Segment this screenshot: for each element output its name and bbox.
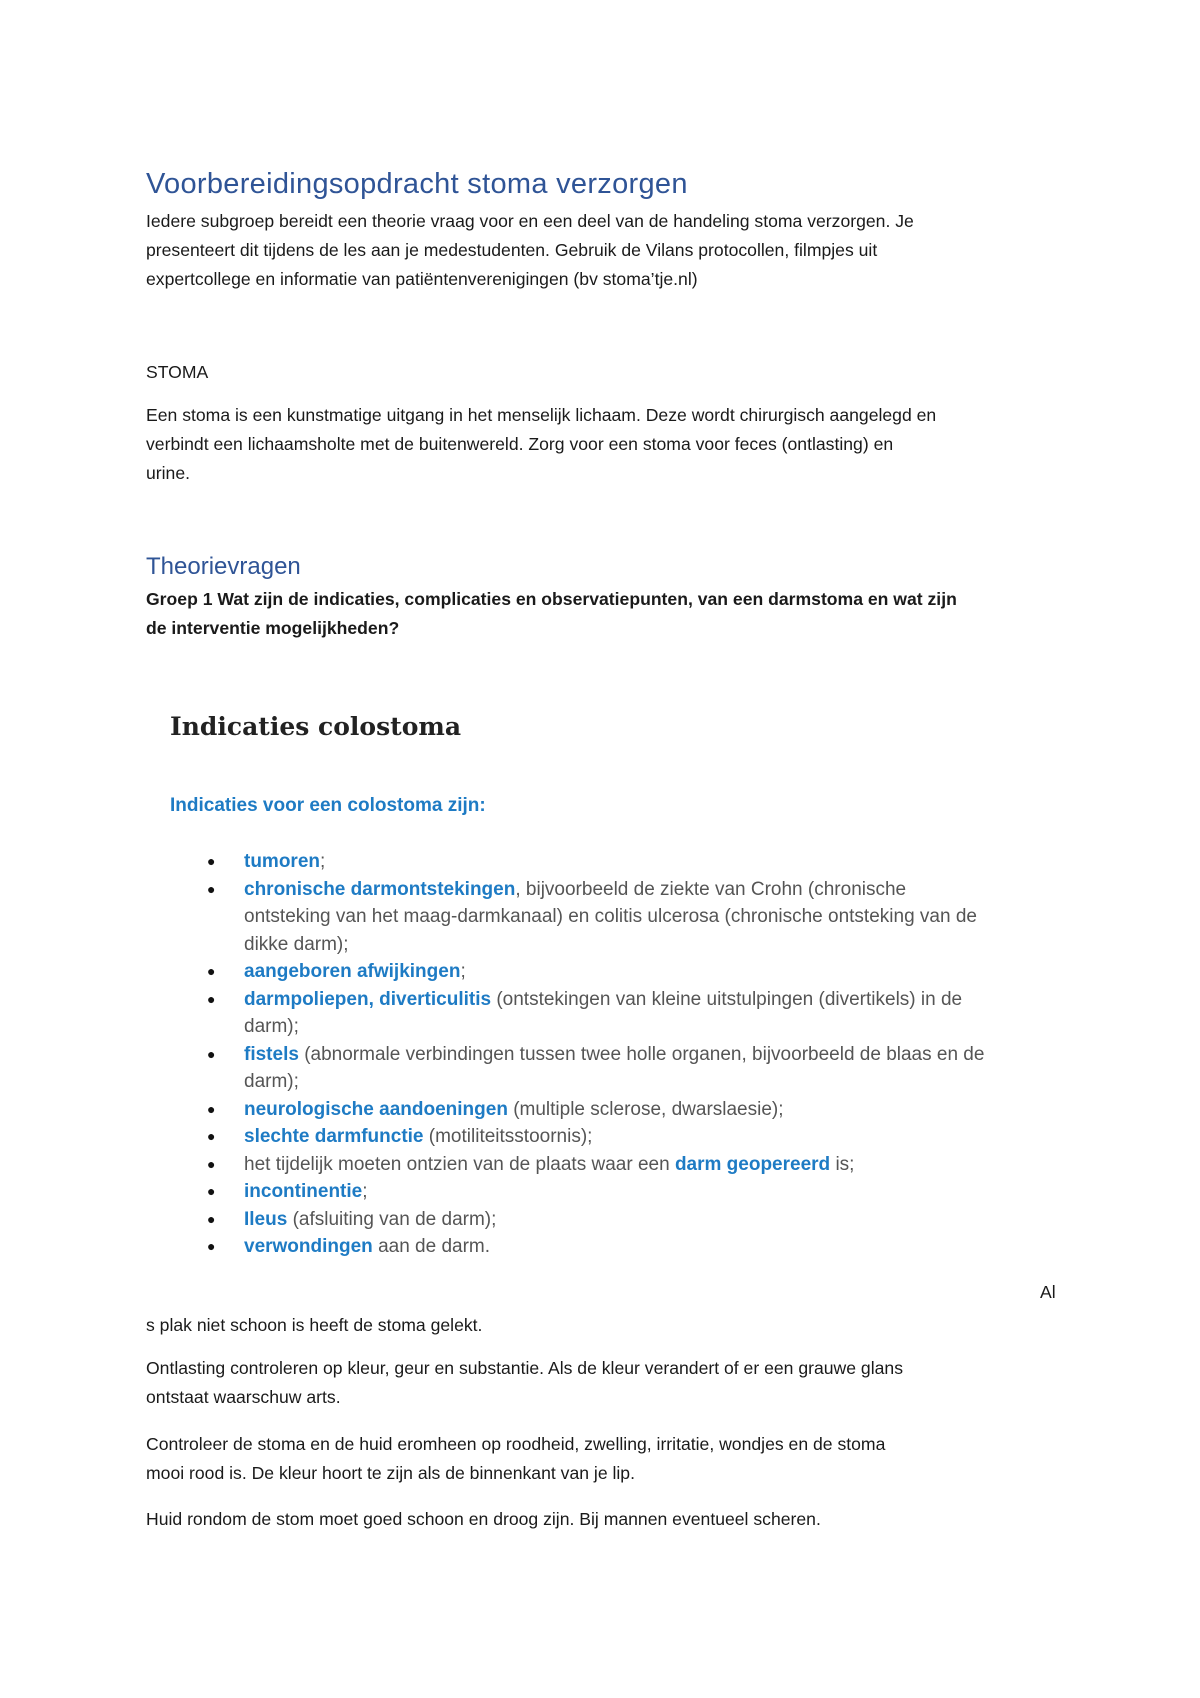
- bullet-icon: ●: [207, 1128, 216, 1144]
- indication-line: [244, 1178, 1084, 1206]
- stoma-paragraph: [146, 401, 1086, 488]
- group-question-line: de interventie mogelijkheden?: [146, 618, 400, 638]
- indication-item: [204, 848, 1084, 876]
- indication-item: [204, 1178, 1084, 1206]
- indication-text: (motiliteitsstoornis);: [423, 1126, 593, 1147]
- indication-continuation: dikke darm);: [244, 933, 349, 955]
- intro-line: expertcollege en informatie van patiëntenverenigingen (bv stoma’tje.nl): [146, 269, 698, 289]
- indication-text: ;: [320, 851, 326, 872]
- embedded-image-title: Indicaties colostoma: [170, 712, 462, 741]
- paragraph-line: Controleer de stoma en de huid eromheen op roodheid, zwelling, irritatie, wondjes en de stoma: [146, 1434, 886, 1454]
- indication-continuation: ontsteking van het maag-darmkanaal) en colitis ulcerosa (chronische ontsteking van de: [244, 906, 977, 927]
- indication-continuation: darm);: [244, 1071, 299, 1092]
- indication-item: [204, 876, 1084, 959]
- bullet-icon: ●: [207, 1100, 216, 1117]
- indication-item: [204, 1233, 1084, 1261]
- indication-item: [204, 1123, 1084, 1151]
- intro-line: Iedere subgroep bereidt een theorie vraag voor en een deel van de handeling stoma verzorgen. Je: [146, 211, 914, 231]
- indication-continuation: darm);: [244, 1016, 299, 1037]
- indication-keyword: darm geopereerd: [674, 1153, 831, 1175]
- intro-line: presenteert dit tijdens de les aan je medestudenten. Gebruik de Vilans protocollen, filmpjes uit: [146, 240, 878, 260]
- bullet-icon: ●: [207, 1045, 216, 1062]
- indication-item: [204, 1206, 1084, 1234]
- indication-line: [244, 876, 1084, 904]
- indications-list: [204, 848, 1084, 1261]
- indication-item: [204, 986, 1084, 1041]
- paragraph-line: s plak niet schoon is heeft de stoma gelekt.: [146, 1315, 483, 1335]
- stoma-line: verbindt een lichaamsholte met de buitenwereld. Zorg voor een stoma voor feces (ontlasting) en: [146, 434, 894, 454]
- indication-keyword: tumoren: [244, 851, 320, 872]
- text-fragment: Al: [1040, 1282, 1056, 1302]
- indication-text: ;: [362, 1181, 368, 1202]
- indication-text: het tijdelijk moeten ontzien van de plaats waar een: [244, 1153, 675, 1175]
- indication-line: [244, 1041, 1084, 1069]
- indication-text: (afsluiting van de darm);: [287, 1208, 497, 1230]
- stoma-heading: STOMA: [146, 362, 209, 382]
- group-question: [146, 585, 1086, 643]
- indication-line: [244, 986, 1084, 1014]
- indication-text: (multiple sclerose, dwarslaesie);: [507, 1098, 784, 1120]
- group-question-line: Groep 1 Wat zijn de indicaties, complicaties en observatiepunten, van een darmstoma en wat zijn: [146, 589, 957, 609]
- indication-keyword: darmpoliepen, diverticulitis: [244, 988, 492, 1010]
- stoma-line: Een stoma is een kunstmatige uitgang in het menselijk lichaam. Deze wordt chirurgisch aangelegd en: [146, 405, 937, 425]
- indication-text: , bijvoorbeeld de ziekte van Crohn (chronische: [515, 878, 907, 900]
- stoma-line: urine.: [146, 463, 191, 483]
- intro-paragraph: [146, 207, 1086, 294]
- bullet-icon: ●: [207, 963, 216, 979]
- indication-item: [204, 1096, 1084, 1124]
- indication-line: [244, 1151, 1084, 1179]
- paragraph-line: mooi rood is. De kleur hoort te zijn als de binnenkant van je lip.: [146, 1463, 635, 1483]
- bullet-icon: ●: [207, 1155, 216, 1172]
- indication-keyword: neurologische aandoeningen: [244, 1098, 508, 1120]
- indication-keyword: aangeboren afwijkingen: [244, 961, 461, 982]
- paragraph-line: Huid rondom de stom moet goed schoon en droog zijn. Bij mannen eventueel scheren.: [146, 1509, 821, 1529]
- indication-text: (ontstekingen van kleine uitstulpingen (divertikels) in de: [491, 988, 963, 1010]
- document-title: Voorbereidingsopdracht stoma verzorgen: [146, 168, 688, 200]
- embedded-image-subtitle: Indicaties voor een colostoma zijn:: [170, 795, 486, 816]
- paragraph-skin-care: [146, 1505, 1086, 1534]
- bullet-icon: ●: [207, 990, 216, 1007]
- indication-keyword: verwondingen: [244, 1236, 373, 1257]
- indication-text: (abnormale verbindingen tussen twee holle organen, bijvoorbeeld de blaas en de: [298, 1043, 985, 1065]
- indication-line: [244, 1233, 1084, 1261]
- indication-line: [244, 958, 1084, 986]
- bullet-icon: ●: [207, 1183, 216, 1199]
- indication-line: [244, 1123, 1084, 1151]
- bullet-icon: ●: [207, 1238, 216, 1254]
- indication-item: [204, 1151, 1084, 1179]
- indication-keyword: incontinentie: [244, 1181, 363, 1202]
- indication-text: ;: [460, 961, 466, 982]
- indication-line: [244, 1096, 1084, 1124]
- indication-item: [204, 1041, 1084, 1096]
- paragraph-stool: [146, 1354, 1086, 1412]
- paragraph-skin-check: [146, 1430, 1086, 1488]
- indication-keyword: slechte darmfunctie: [244, 1126, 424, 1147]
- paragraph-line: ontstaat waarschuw arts.: [146, 1387, 341, 1407]
- indication-keyword: chronische darmontstekingen: [244, 878, 516, 900]
- theory-heading: Theorievragen: [146, 553, 301, 580]
- paragraph-leak: [146, 1311, 1086, 1340]
- indication-item: [204, 958, 1084, 986]
- indication-keyword: fistels: [244, 1043, 299, 1065]
- indication-keyword: Ileus: [244, 1208, 288, 1230]
- indication-text: is;: [830, 1153, 855, 1175]
- bullet-icon: ●: [207, 853, 216, 869]
- indication-line: [244, 1206, 1084, 1234]
- bullet-icon: ●: [207, 1210, 216, 1227]
- indication-text: aan de darm.: [372, 1236, 491, 1257]
- indication-line: [244, 848, 1084, 876]
- paragraph-line: Ontlasting controleren op kleur, geur en substantie. Als de kleur verandert of er een grauwe glans: [146, 1358, 903, 1378]
- bullet-icon: ●: [207, 880, 216, 897]
